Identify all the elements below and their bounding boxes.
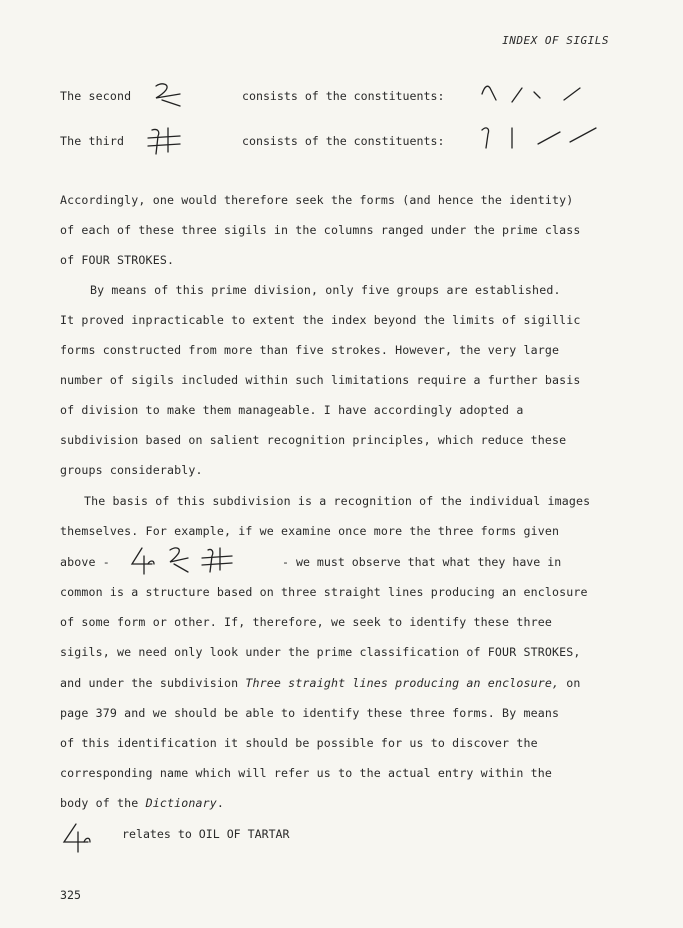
p2-line-5: of division to make them manageable. I have accordingly adopted a	[60, 403, 524, 417]
constituents-third-icon	[480, 124, 600, 150]
second-constituents-text: consists of the constituents:	[242, 89, 445, 103]
p1-line-1: Accordingly, one would therefore seek the forms (and hence the identity)	[60, 193, 574, 207]
sigil-oil-of-tartar-icon	[60, 822, 96, 854]
p3-line-2: themselves. For example, if we examine once more the three forms given	[60, 524, 560, 538]
body-post-text: .	[216, 796, 225, 810]
p3-line-10: corresponding name which will refer us to the actual entry within the	[60, 766, 552, 780]
sigil-first-inline-icon	[128, 546, 158, 576]
p3-line-11	[60, 796, 224, 810]
p2-line-7: groups considerably.	[60, 463, 203, 477]
p1-line-2: of each of these three sigils in the columns ranged under the prime class	[60, 223, 581, 237]
sigil-third-inline-icon	[200, 546, 236, 574]
third-constituents-text: consists of the constituents:	[242, 134, 445, 148]
p3-line-6: sigils, we need only look under the prime classification of FOUR STROKES,	[60, 645, 581, 659]
subdivision-post-text: on	[559, 676, 581, 690]
p3-line-9: of this identification it should be possible for us to discover the	[60, 736, 538, 750]
p3-line-7	[60, 676, 581, 690]
running-header: INDEX OF SIGILS	[502, 34, 609, 47]
p1-line-3: of FOUR STROKES.	[60, 253, 175, 267]
p2-line-2: It proved inpracticable to extent the index beyond the limits of sigillic	[60, 313, 581, 327]
relates-text: relates to OIL OF TARTAR	[122, 827, 290, 841]
p2-line-3: forms constructed from more than five strokes. However, the very large	[60, 343, 560, 357]
above-label: above -	[60, 555, 110, 569]
subdivision-italic-text: Three straight lines producing an enclosure,	[245, 676, 560, 690]
p2-line-6: subdivision based on salient recognition principles, which reduce these	[60, 433, 567, 447]
subdivision-pre-text: and under the subdivision	[60, 676, 246, 690]
above-after-text: - we must observe that what they have in	[282, 555, 562, 569]
p3-line-8: page 379 and we should be able to identify these three forms. By means	[60, 706, 560, 720]
constituents-second-icon	[480, 82, 590, 106]
body-pre-text: body of the	[60, 796, 146, 810]
sigil-third-icon	[144, 126, 186, 156]
p2-line-4: number of sigils included within such limitations require a further basis	[60, 373, 581, 387]
sigil-second-icon	[150, 80, 190, 110]
second-label: The second	[60, 89, 132, 103]
sigil-second-inline-icon	[166, 544, 196, 576]
third-label: The third	[60, 134, 125, 148]
dictionary-title: Dictionary	[145, 796, 217, 810]
p3-line-4: common is a structure based on three straight lines producing an enclosure	[60, 585, 588, 599]
p3-line-5: of some form or other. If, therefore, we seek to identify these three	[60, 615, 552, 629]
p2-line-1: By means of this prime division, only five groups are established.	[90, 283, 561, 297]
page-number: 325	[60, 888, 81, 902]
p3-line-1: The basis of this subdivision is a recognition of the individual images	[84, 494, 591, 508]
